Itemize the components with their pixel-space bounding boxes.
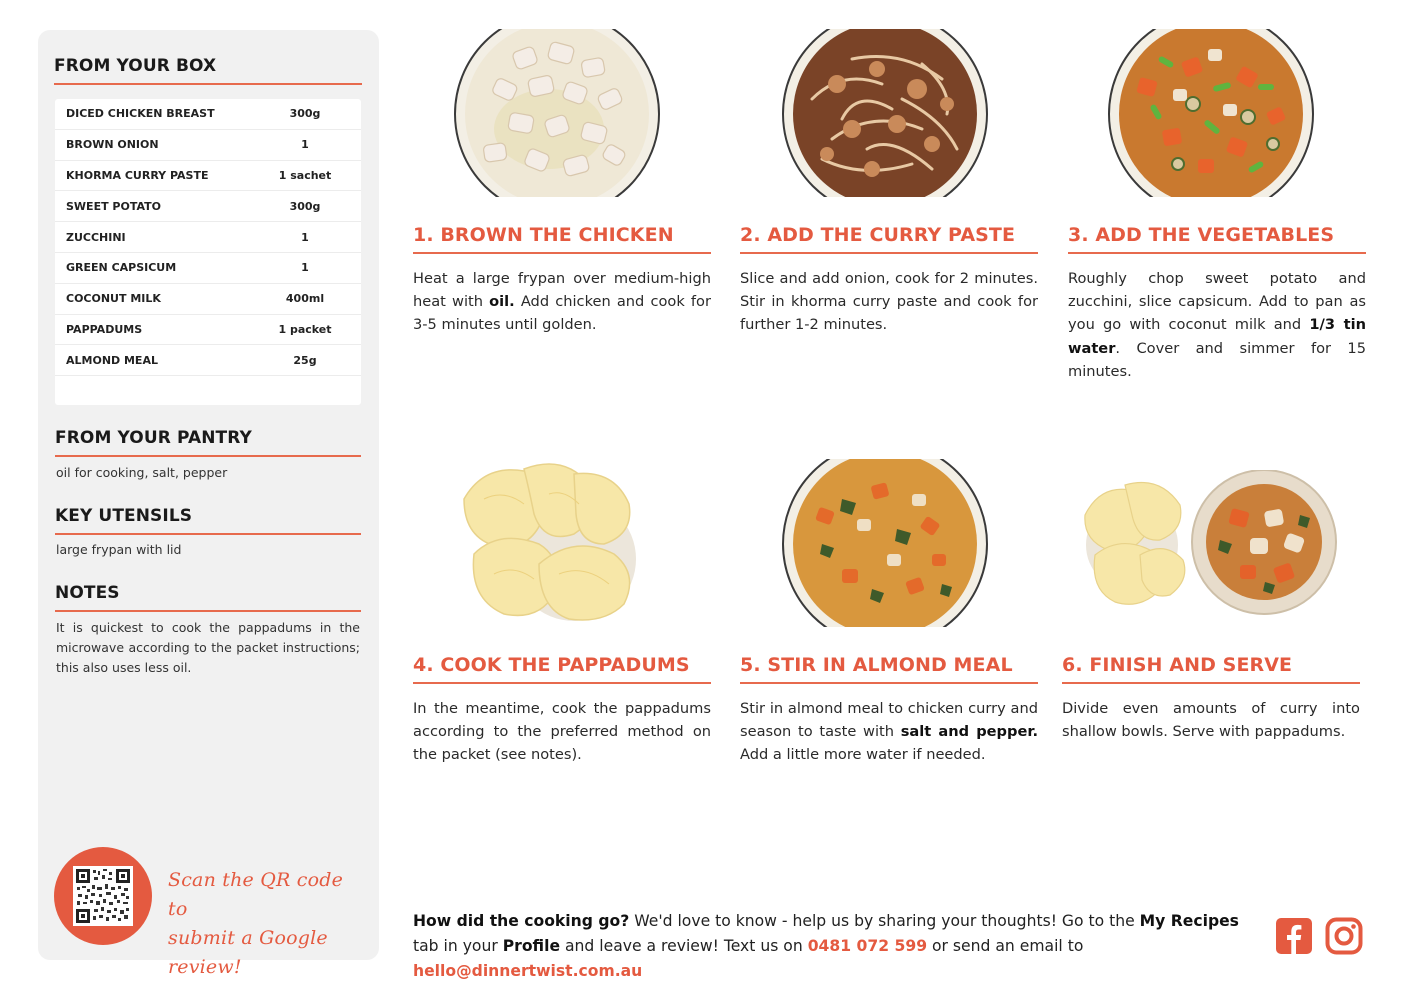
ingredient-row	[55, 315, 361, 346]
ingredient-qty: 1	[301, 261, 309, 275]
step-6-image	[1080, 470, 1342, 616]
ingredient-row	[55, 345, 361, 376]
step-4-text: In the meantime, cook the pappadums according to the preferred method on the packet (see notes).	[413, 700, 711, 764]
step-2-title: 2. ADD THE CURRY PASTE	[740, 224, 1038, 254]
ingredient-row	[55, 222, 361, 253]
footer-question: How did the cooking go?	[413, 912, 630, 930]
ingredient-name: PAPPADUMS	[66, 322, 143, 336]
ingredient-row	[55, 99, 361, 130]
ingredient-qty: 1	[301, 230, 309, 244]
feedback-footer: How did the cooking go? We'd love to know - help us by sharing your thoughts! Go to the My Recipes tab in your Profile and leave a review! Text us on 0481 072 599 or send an email to hello@dinnertwist.com.au	[413, 912, 1239, 980]
profile-link[interactable]: Profile	[502, 937, 561, 955]
ingredient-row	[55, 284, 361, 315]
step-3-image	[1108, 29, 1314, 197]
phone-link[interactable]: 0481 072 599	[807, 937, 928, 955]
step-4-image	[454, 459, 660, 627]
ingredient-row	[55, 253, 361, 284]
qr-code-icon[interactable]	[73, 866, 133, 926]
qr-review-line-1: Scan the QR code to	[168, 869, 344, 920]
notes-text: It is quickest to cook the pappadums in the microwave according to the packet instructions; this also uses less oil.	[56, 620, 360, 675]
step-1-text: Heat a large frypan over medium-high heat with oil. Add chicken and cook for 3-5 minutes until golden.	[413, 270, 711, 334]
step-3-title: 3. ADD THE VEGETABLES	[1068, 224, 1366, 254]
ingredient-row	[55, 130, 361, 161]
ingredient-row	[55, 191, 361, 222]
pantry-text: oil for cooking, salt, pepper	[56, 465, 228, 480]
key-utensils-title: KEY UTENSILS	[55, 506, 361, 535]
ingredient-qty: 400ml	[285, 292, 325, 306]
ingredient-name: ALMOND MEAL	[66, 353, 158, 367]
step-6-text: Divide even amounts of curry into shallow bowls. Serve with pappadums.	[1062, 700, 1360, 741]
step-6-title: 6. FINISH AND SERVE	[1062, 654, 1360, 684]
step-5-text: Stir in almond meal to chicken curry and season to taste with salt and pepper. Add a little more water if needed.	[740, 700, 1039, 764]
ingredient-name: BROWN ONION	[66, 138, 159, 152]
ingredient-qty: 1 packet	[278, 322, 332, 336]
ingredient-name: GREEN CAPSICUM	[66, 261, 177, 275]
facebook-icon[interactable]	[1275, 917, 1313, 955]
ingredient-qty: 1 sachet	[278, 168, 332, 182]
ingredient-qty: 300g	[289, 107, 321, 121]
from-your-pantry-title: FROM YOUR PANTRY	[55, 428, 361, 457]
ingredient-qty: 25g	[293, 353, 317, 367]
qr-code-badge[interactable]	[54, 847, 152, 945]
ingredient-name: COCONUT MILK	[66, 292, 161, 306]
step-2-image	[782, 29, 988, 197]
qr-review-text	[168, 866, 368, 982]
step-5-image	[782, 459, 988, 627]
instagram-icon[interactable]	[1325, 917, 1363, 955]
ingredient-name: DICED CHICKEN BREAST	[66, 107, 215, 121]
my-recipes-link[interactable]: My Recipes	[1139, 912, 1239, 930]
ingredient-name: SWEET POTATO	[66, 199, 161, 213]
ingredient-qty: 1	[301, 138, 309, 152]
ingredients-table	[55, 99, 361, 405]
utensils-text: large frypan with lid	[56, 542, 182, 557]
ingredient-name: KHORMA CURRY PASTE	[66, 168, 209, 182]
step-1-image	[454, 29, 660, 197]
step-5-title: 5. STIR IN ALMOND MEAL	[740, 654, 1038, 684]
ingredient-row	[55, 161, 361, 192]
ingredient-name: ZUCCHINI	[66, 230, 126, 244]
from-your-box-title: FROM YOUR BOX	[54, 56, 362, 85]
sidebar	[38, 30, 379, 978]
qr-review-line-2: submit a Google review!	[168, 927, 328, 978]
notes-title: NOTES	[55, 583, 361, 612]
email-link[interactable]: hello@dinnertwist.com.au	[413, 962, 643, 980]
step-4-title: 4. COOK THE PAPPADUMS	[413, 654, 711, 684]
step-3-text: Roughly chop sweet potato and zucchini, slice capsicum. Add to pan as you go with coconut milk and 1/3 tin water. Cover and simmer for 15 minutes.	[1068, 270, 1366, 380]
ingredient-qty: 300g	[289, 199, 321, 213]
step-1-title: 1. BROWN THE CHICKEN	[413, 224, 711, 254]
step-2-text: Slice and add onion, cook for 2 minutes. Stir in khorma curry paste and cook for further 1-2 minutes.	[740, 270, 1038, 334]
